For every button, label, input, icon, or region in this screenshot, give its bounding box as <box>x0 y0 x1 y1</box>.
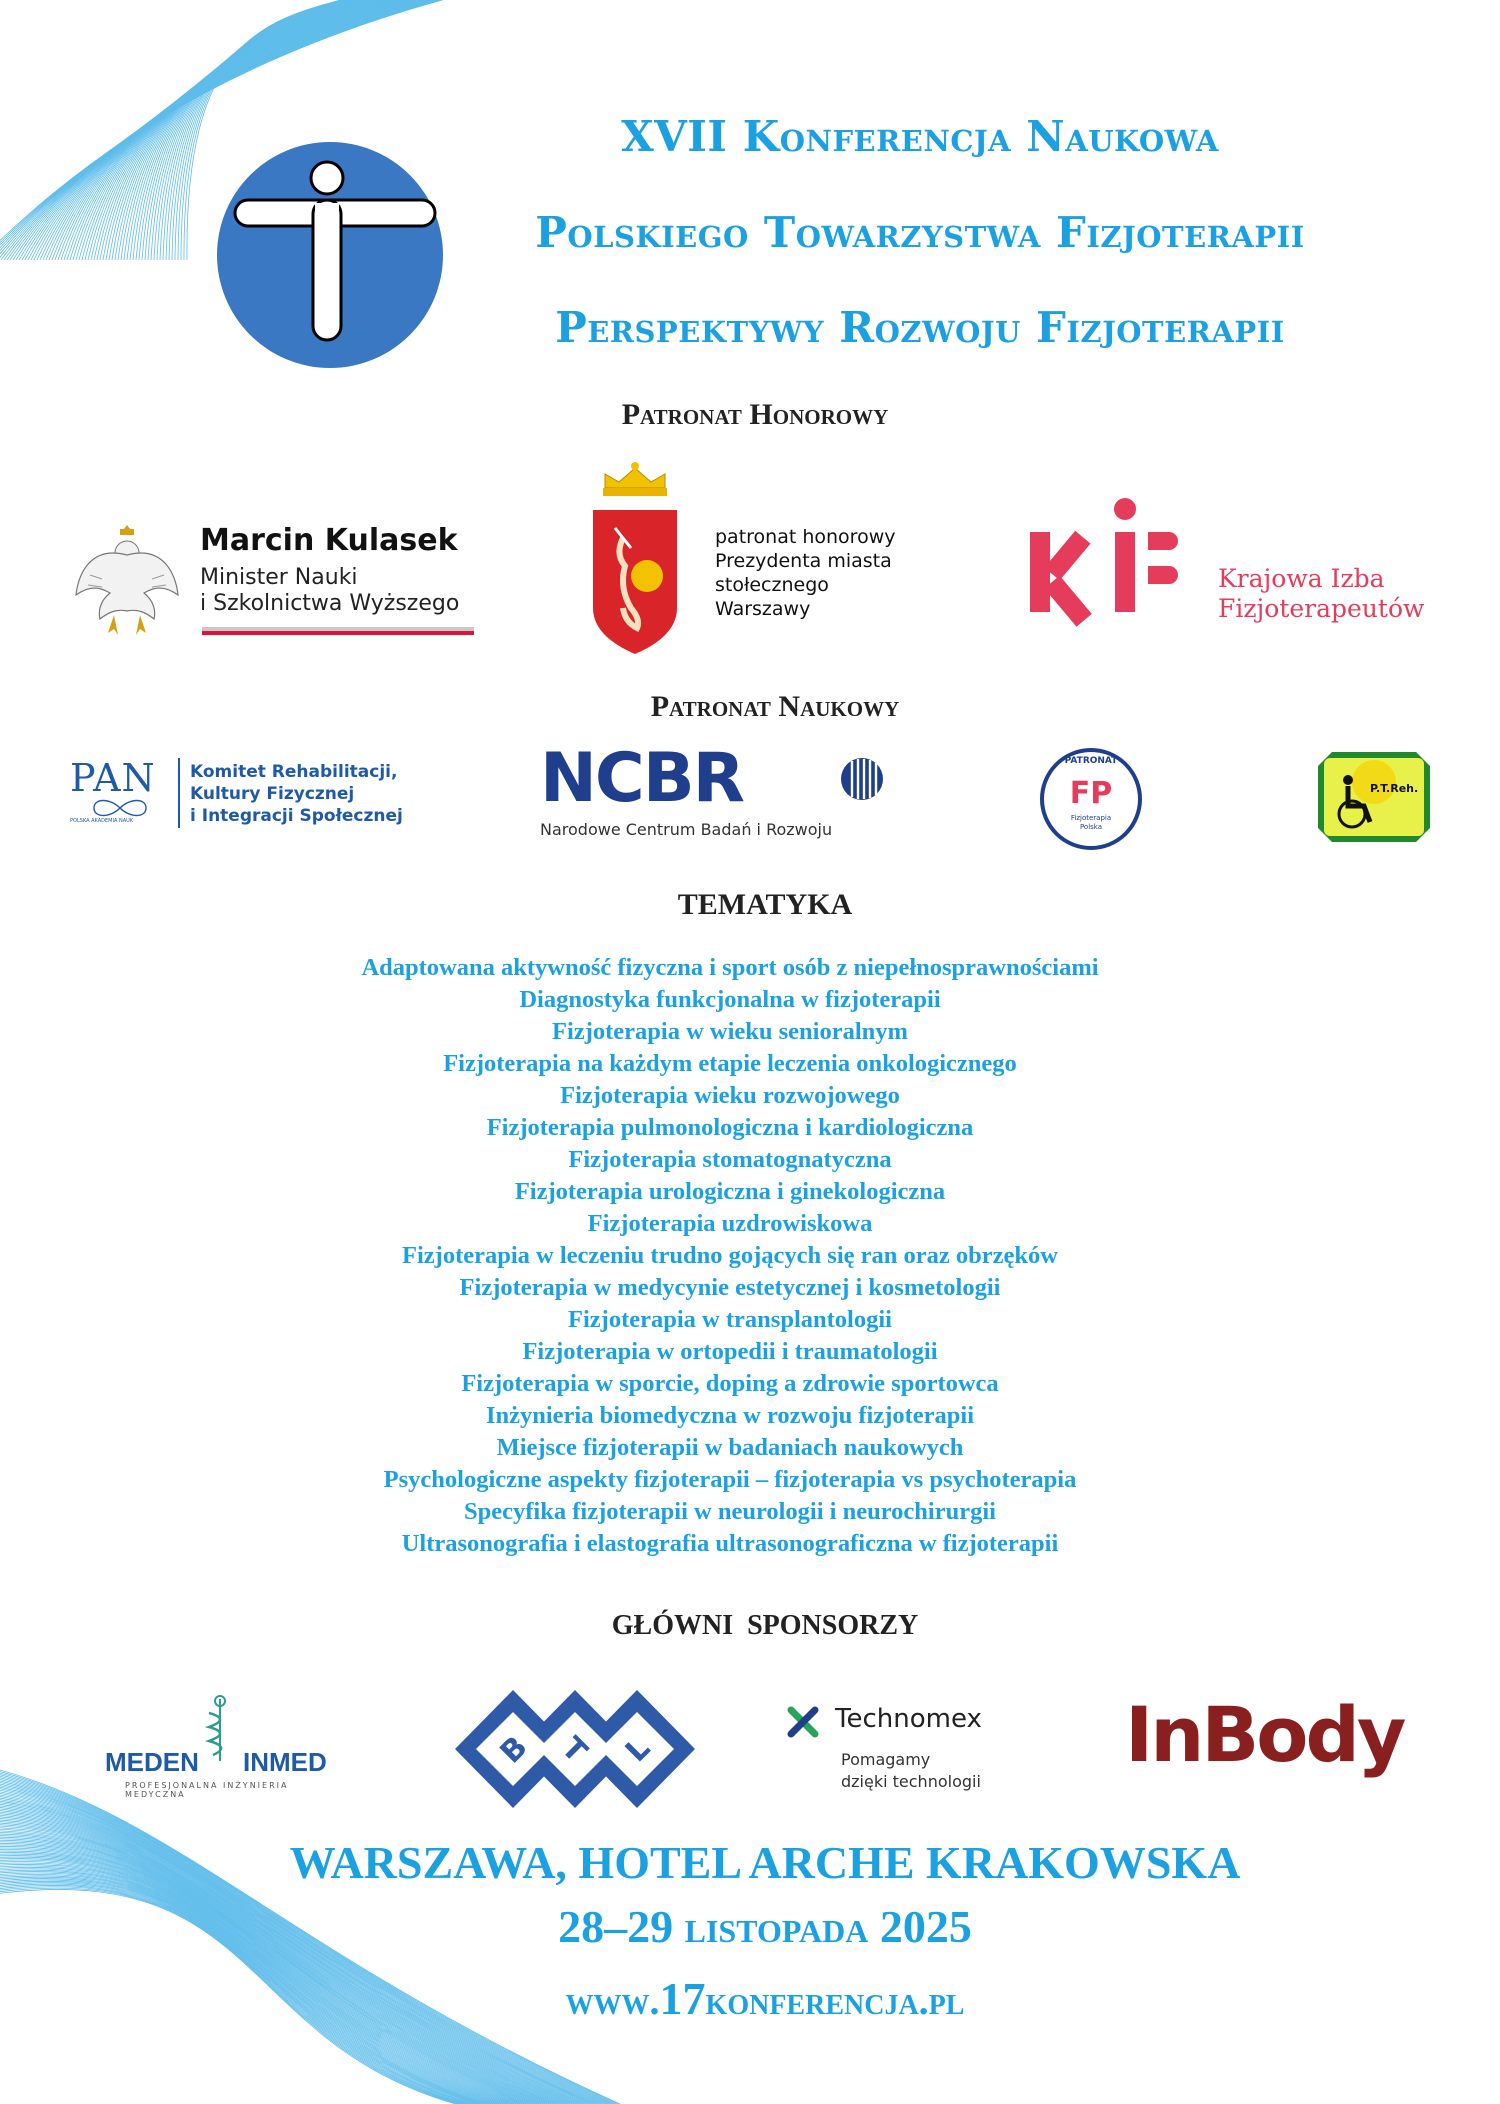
topic-item: Fizjoterapia wieku rozwojowego <box>560 1082 900 1109</box>
date-days: 28–29 <box>558 1901 685 1952</box>
inmed-text: INMED <box>243 1747 327 1777</box>
fp-line2: Polska <box>1079 823 1103 831</box>
pan-committee-line3: i Integracji Społecznej <box>190 806 403 826</box>
warsaw-line2: Prezydenta miasta <box>715 550 892 572</box>
topic-item: Fizjoterapia w transplantologii <box>568 1306 892 1333</box>
topic-item: Miejsce fizjoterapii w badaniach naukowych <box>496 1434 964 1461</box>
kif-patron <box>1030 490 1460 630</box>
minister-patron <box>70 515 490 645</box>
topic-item: Fizjoterapia pulmonologiczna i kardiologiczna <box>486 1114 974 1141</box>
topics-list <box>250 952 1210 1560</box>
minister-name: Marcin Kulasek <box>200 523 458 558</box>
topic-item: Fizjoterapia uzdrowiskowa <box>587 1210 873 1237</box>
venue: WARSZAWA, HOTEL ARCHE KRAKOWSKA <box>289 1837 1241 1888</box>
topic-item: Fizjoterapia stomatognatyczna <box>568 1146 892 1173</box>
url-domain: konferencja.pl <box>705 1978 965 2023</box>
ncbr-caption: Narodowe Centrum Badań i Rozwoju <box>540 820 833 839</box>
ptreh-label: P.T.Reh. <box>1370 782 1419 795</box>
pan-small: POLSKA AKADEMIA NAUK <box>70 818 134 824</box>
ncbr-patron <box>540 739 890 845</box>
event-date <box>0 1900 1500 1953</box>
kif-name-line1: Krajowa Izba <box>1218 564 1385 593</box>
conference-title: XVII Konferencja Naukowa <box>621 112 1219 161</box>
kif-name-line2: Fizjoterapeutów <box>1218 594 1425 623</box>
scientific-patronage-heading: Patronat Naukowy <box>650 690 900 723</box>
technomex-sponsor <box>785 1700 1025 1800</box>
date-month: listopada <box>684 1901 869 1952</box>
topic-item: Ultrasonografia i elastografia ultrasonograficzna w fizjoterapii <box>401 1530 1059 1557</box>
warsaw-line3: stołecznego <box>715 574 829 596</box>
pan-committee-line1: Komitet Rehabilitacji, <box>190 762 398 782</box>
btl-sponsor-logo <box>455 1690 695 1808</box>
topic-item: Fizjoterapia urologiczna i ginekologiczna <box>514 1178 946 1205</box>
url-number: 17 <box>659 1973 706 2024</box>
ptf-logo <box>215 140 445 370</box>
topic-item: Diagnostyka funkcjonalna w fizjoterapii <box>519 986 941 1013</box>
topic-item: Adaptowana aktywność fizyczna i sport osób z niepełnosprawnościami <box>361 954 1099 981</box>
warsaw-line4: Warszawy <box>715 598 811 620</box>
technomex-name: Technomex <box>835 1704 982 1734</box>
btl-b: B <box>493 1729 535 1771</box>
pan-logo: PAN <box>70 756 156 800</box>
topic-item: Psychologiczne aspekty fizjoterapii – fizjoterapia vs psychoterapia <box>383 1466 1077 1493</box>
topics-heading: TEMATYKA <box>677 888 853 921</box>
infinity-icon <box>80 798 160 818</box>
topic-item: Fizjoterapia w wieku senioralnym <box>552 1018 908 1045</box>
ncbr-logo: NCBR <box>540 739 744 818</box>
url-prefix: www. <box>565 1978 660 2023</box>
technomex-line2: dzięki technologii <box>841 1772 981 1791</box>
warsaw-patron <box>585 458 925 658</box>
ncbr-stripes-icon <box>840 757 884 801</box>
topic-item: Specyfika fizjoterapii w neurologii i neurochirurgii <box>464 1498 996 1525</box>
technomex-line1: Pomagamy <box>841 1750 931 1769</box>
meden-tagline: PROFESJONALNA INŻYNIERIA MEDYCZNA <box>125 1781 289 1799</box>
caduceus-icon <box>203 1695 237 1765</box>
sponsors-heading: GŁÓWNI SPONSORZY <box>611 1610 919 1641</box>
btl-l: L <box>618 1730 658 1770</box>
pan-patron <box>70 758 410 830</box>
fp-top-label: PATRONAT <box>1064 756 1118 766</box>
pan-committee-line2: Kultury Fizycznej <box>190 784 355 804</box>
warsaw-line1: patronat honorowy <box>715 526 896 548</box>
minister-title-line2: i Szkolnictwa Wyższego <box>200 591 460 616</box>
topic-item: Fizjoterapia na każdym etapie leczenia onkologicznego <box>443 1050 1017 1077</box>
pan-divider <box>178 758 180 828</box>
fp-line1: Fizjoterapia <box>1070 814 1112 822</box>
warsaw-coat-of-arms-icon <box>585 458 685 658</box>
conference-theme: Perspektywy Rozwoju Fizjoterapii <box>555 303 1285 352</box>
honorary-patronage-heading: Patronat Honorowy <box>621 398 889 431</box>
topic-item: Fizjoterapia w sporcie, doping a zdrowie sportowca <box>461 1370 999 1397</box>
date-year: 2025 <box>868 1901 972 1952</box>
fp-logo: FP <box>1069 776 1113 811</box>
minister-title-line1: Minister Nauki <box>200 565 358 590</box>
technomex-x-icon <box>785 1704 821 1740</box>
topic-item: Fizjoterapia w leczeniu trudno gojących się ran oraz obrzęków <box>402 1242 1058 1269</box>
flag-stripe-red <box>202 631 474 635</box>
ptreh-patron <box>1318 752 1430 842</box>
eagle-emblem-icon <box>70 515 185 645</box>
btl-t: T <box>554 1730 594 1770</box>
meden-text: MEDEN <box>105 1747 199 1777</box>
fp-patron <box>1040 748 1142 850</box>
ptreh-badge-icon <box>1318 752 1430 842</box>
website-link[interactable] <box>0 1972 1500 2025</box>
topic-item: Fizjoterapia w ortopedii i traumatologii <box>522 1338 938 1365</box>
topic-item: Fizjoterapia w medycynie estetycznej i kosmetologii <box>459 1274 1001 1301</box>
meden-inmed-sponsor <box>105 1695 345 1799</box>
kif-logo <box>1030 490 1170 630</box>
inbody-sponsor-logo: InBody <box>1125 1690 1404 1779</box>
topic-item: Inżynieria biomedyczna w rozwoju fizjoterapii <box>485 1402 975 1429</box>
organizer-name: Polskiego Towarzystwa Fizjoterapii <box>535 208 1305 257</box>
